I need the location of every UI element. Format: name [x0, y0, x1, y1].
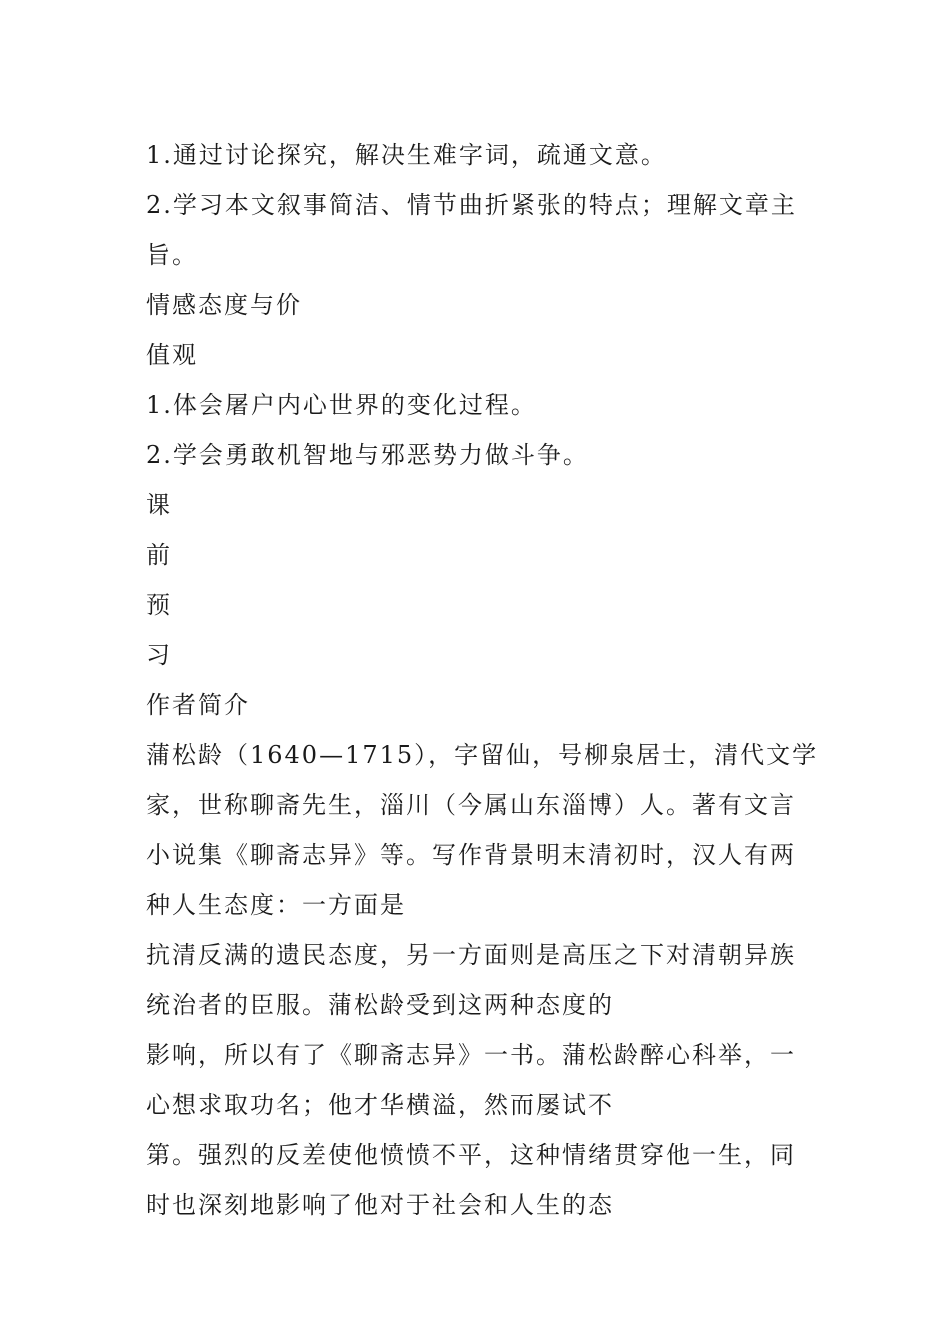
section-heading-preview-char-2: 前: [146, 541, 172, 569]
section-heading-preview-char-3: 预: [146, 591, 172, 619]
values-objective-2: 2.学会勇敢机智地与邪恶势力做斗争。: [146, 441, 589, 469]
values-objective-1: 1.体会屠户内心世界的变化过程。: [146, 391, 537, 419]
objective-2-line-2: 旨。: [146, 241, 198, 269]
author-paragraph-line-8: 心想求取功名；他才华横溢，然而屡试不: [146, 1091, 614, 1119]
author-paragraph-line-7: 影响，所以有了《聊斋志异》一书。蒲松龄醉心科举，一: [146, 1041, 796, 1069]
author-paragraph-line-3: 小说集《聊斋志异》等。写作背景明末清初时，汉人有两: [146, 841, 796, 869]
objective-1: 1.通过讨论探究，解决生难字词，疏通文意。: [146, 141, 667, 169]
author-paragraph-line-2: 家，世称聊斋先生，淄川（今属山东淄博）人。著有文言: [146, 791, 796, 819]
author-paragraph-line-9: 第。强烈的反差使他愤愤不平，这种情绪贯穿他一生，同: [146, 1141, 796, 1169]
author-paragraph-line-1: 蒲松龄（1640—1715），字留仙，号柳泉居士，清代文学: [146, 741, 819, 769]
section-heading-preview-char-4: 习: [146, 641, 172, 669]
author-paragraph-line-10: 时也深刻地影响了他对于社会和人生的态: [146, 1191, 614, 1219]
section-heading-author: 作者简介: [146, 691, 250, 719]
section-heading-preview-char-1: 课: [146, 491, 172, 519]
section-heading-values-line-2: 值观: [146, 341, 198, 369]
objective-2-line-1: 2.学习本文叙事简洁、情节曲折紧张的特点；理解文章主: [146, 191, 797, 219]
author-paragraph-line-4: 种人生态度：一方面是: [146, 891, 406, 919]
author-paragraph-line-6: 统治者的臣服。蒲松龄受到这两种态度的: [146, 991, 614, 1019]
author-paragraph-line-5: 抗清反满的遗民态度，另一方面则是高压之下对清朝异族: [146, 941, 796, 969]
document-body: [146, 130, 819, 1230]
section-heading-values-line-1: 情感态度与价: [146, 291, 302, 319]
